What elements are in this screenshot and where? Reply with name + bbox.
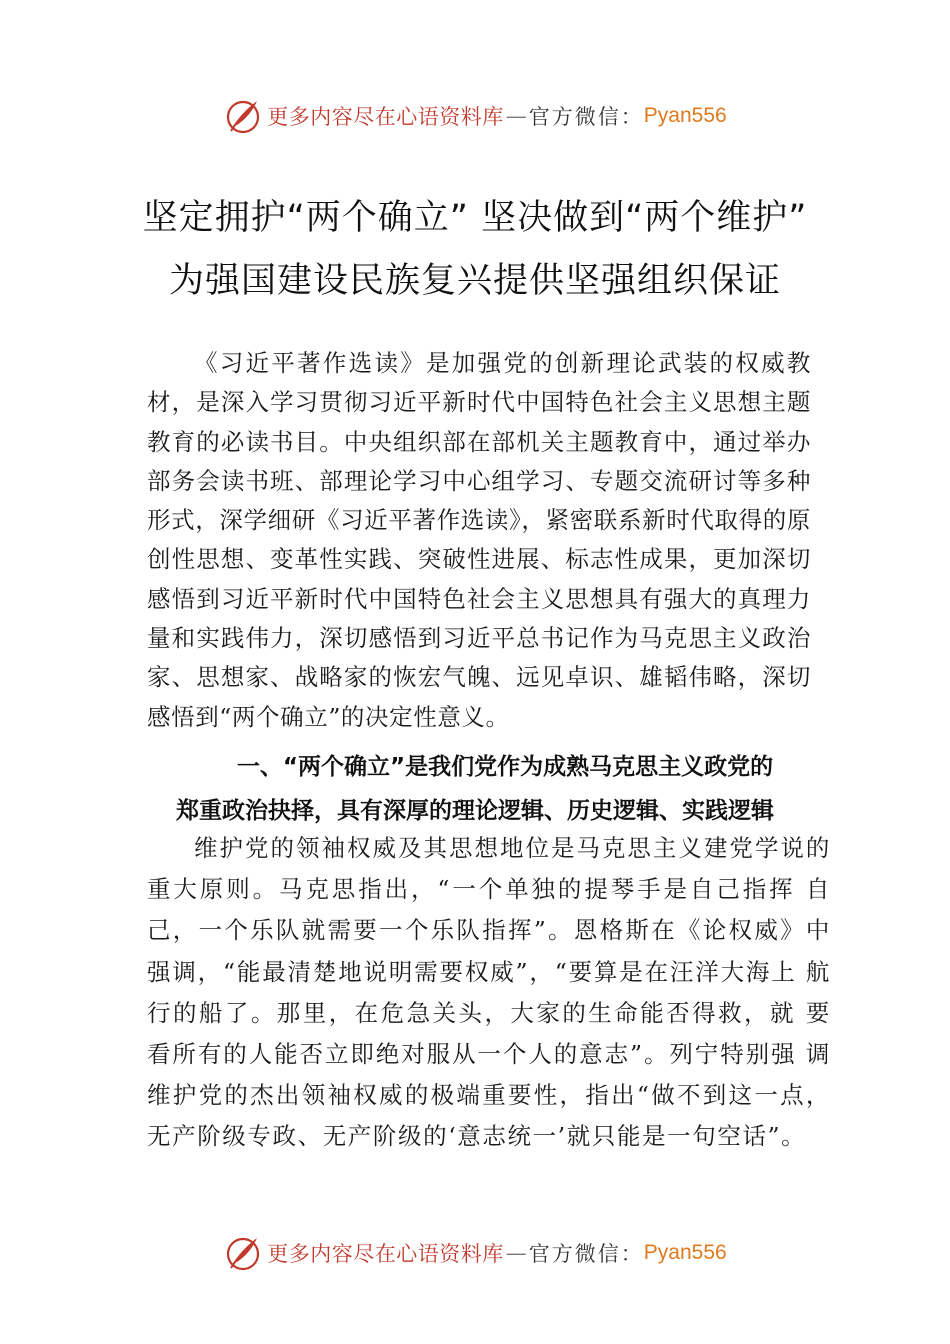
header-watermark-banner [0,94,950,138]
intro-paragraph: 《习近平著作选读》是加强党的创新理论武装的权威教材，是深入学习贯彻习近平新时代中国特色社会主义思想主题教育的必读书目。中央组织部在部机关主题教育中，通过举办部务会读书班、部理论学习中心组学习、专题交流研讨等多种形式，深学细研《习近平著作选读》，紧密联系新时代取得的原创性思想、变革性实践、突破性进展、标志性成果，更加深切感悟到习近平新时代中国特色社会主义思想具有强大的真理力量和实践伟力，深切感悟到习近平总书记作为马克思主义政治家、思想家、战略家的恢宏气魄、远见卓识、雄韬伟略，深切感悟到“两个确立”的决定性意义。 [147,349,811,731]
banner-slogan: 更多内容尽在心语资料库 [267,105,504,129]
document-title-line-1: 坚定拥护“两个确立” 坚决做到“两个维护” [142,198,808,238]
banner-slogan: 更多内容尽在心语资料库 [267,1242,504,1266]
banner-wechat-id: Pyan556 [643,1241,727,1264]
quill-seal-icon [223,96,263,136]
banner-separator: — [505,104,527,128]
banner-wechat-label: 官方微信： [528,1242,644,1266]
section-heading-line-1: 一、“两个确立”是我们党作为成熟马克思主义政党的 [236,754,774,780]
section-heading-line-2: 郑重政治抉择，具有深厚的理论逻辑、历史逻辑、实践逻辑 [176,798,774,824]
quill-seal-icon [223,1233,263,1273]
footer-watermark-banner [0,1231,950,1275]
banner-wechat-label: 官方微信： [528,105,644,129]
banner-wechat-id: Pyan556 [643,104,727,127]
banner-separator: — [505,1241,527,1265]
document-title-line-2: 为强国建设民族复兴提供坚强组织保证 [168,261,781,301]
section-body-paragraph: 维护党的领袖权威及其思想地位是马克思主义建党学说的重大原则。马克思指出，“一个单独的提琴手是自己指挥 自己，一个乐队就需要一个乐队指挥”。恩格斯在《论权威》中强调，“能最清楚地说明需要权威”，“要算是在汪洋大海上 航行的船了。那里，在危急关头，大家的生命能否得救，就 要看所有的人能否立即绝对服从一个人的意志”。列宁特别强 调维护党的杰出领袖权威的极端重要性，指出“做不到这一点， 无产阶级专政、无产阶级的‘意志统一’就只能是一句空话”。 [147,834,831,1151]
